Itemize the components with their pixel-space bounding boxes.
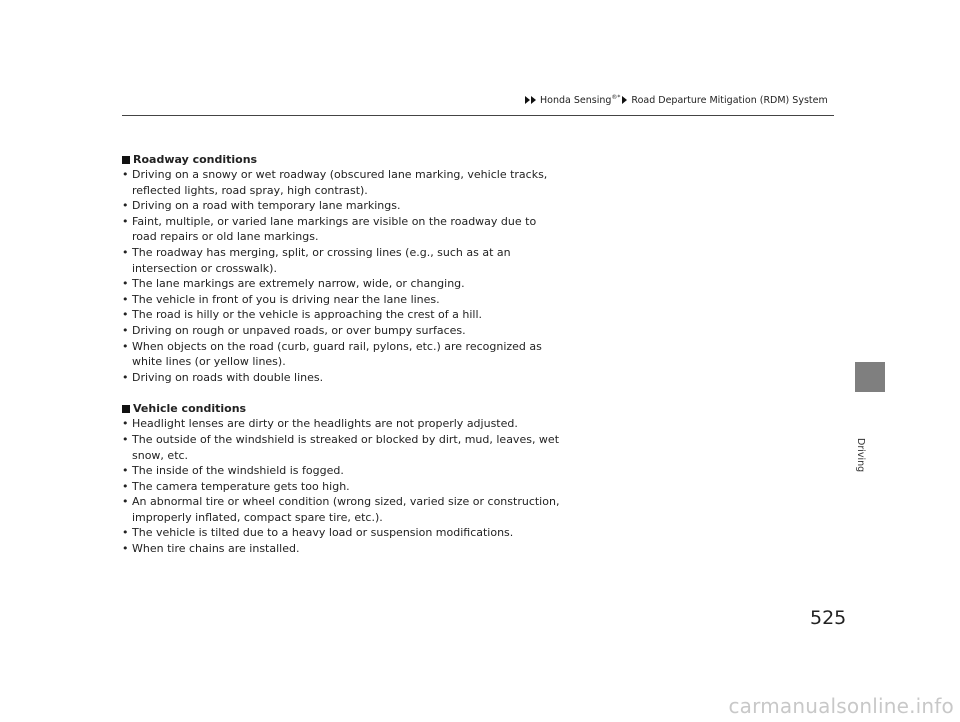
list-item: • The vehicle in front of you is driving near the lane lines. bbox=[122, 292, 440, 306]
condition-list bbox=[122, 416, 562, 556]
page-number: 525 bbox=[810, 607, 847, 629]
bullet-icon: • bbox=[122, 214, 129, 228]
breadcrumb-item-rdm[interactable]: Road Departure Mitigation (RDM) System bbox=[631, 94, 828, 106]
bullet-icon: • bbox=[122, 339, 129, 353]
list-item: • Headlight lenses are dirty or the headlights are not properly adjusted. bbox=[122, 417, 518, 431]
triangle-marker-icon bbox=[525, 96, 530, 104]
list-item: • Driving on a road with temporary lane markings. bbox=[122, 199, 401, 213]
list-item: • Faint, multiple, or varied lane markings are visible on the roadway due to road repairs or old lane markings. bbox=[122, 214, 537, 244]
square-marker-icon bbox=[122, 156, 130, 164]
section-vehicle-conditions bbox=[122, 401, 562, 556]
list-item: • The roadway has merging, split, or crossing lines (e.g., such as at an intersection or crosswalk). bbox=[122, 245, 511, 275]
list-item: • When tire chains are installed. bbox=[122, 542, 300, 556]
section-heading: Roadway conditions bbox=[122, 152, 562, 167]
list-item: • When objects on the road (curb, guard rail, pylons, etc.) are recognized as white lines (or yellow lines). bbox=[122, 339, 542, 369]
triangle-marker-icon bbox=[622, 96, 627, 104]
list-item: • Driving on rough or unpaved roads, or over bumpy surfaces. bbox=[122, 323, 466, 337]
breadcrumb-item-honda-sensing[interactable]: Honda Sensing®* bbox=[540, 94, 621, 107]
bullet-icon: • bbox=[122, 526, 129, 540]
bullet-icon: • bbox=[122, 277, 129, 291]
bullet-icon: • bbox=[122, 199, 129, 213]
list-item: • The lane markings are extremely narrow, wide, or changing. bbox=[122, 277, 465, 291]
list-item: • The road is hilly or the vehicle is approaching the crest of a hill. bbox=[122, 308, 483, 322]
list-item: • Driving on roads with double lines. bbox=[122, 370, 324, 384]
bullet-icon: • bbox=[122, 370, 129, 384]
watermark: carmanualsonline.info bbox=[728, 694, 954, 718]
list-item: • The vehicle is tilted due to a heavy load or suspension modifications. bbox=[122, 526, 514, 540]
bullet-icon: • bbox=[122, 292, 129, 306]
bullet-icon: • bbox=[122, 323, 129, 337]
section-heading: Vehicle conditions bbox=[122, 401, 562, 416]
bullet-icon: • bbox=[122, 432, 129, 446]
list-item: • The camera temperature gets too high. bbox=[122, 479, 350, 493]
bullet-icon: • bbox=[122, 245, 129, 259]
section-roadway-conditions bbox=[122, 152, 562, 385]
chapter-tab bbox=[855, 362, 885, 392]
bullet-icon: • bbox=[122, 464, 129, 478]
list-item: • Driving on a snowy or wet roadway (obscured lane marking, vehicle tracks, reflected lights, road spray, high contrast). bbox=[122, 168, 548, 197]
list-item: • The inside of the windshield is fogged. bbox=[122, 464, 344, 478]
square-marker-icon bbox=[122, 405, 130, 413]
header-rule bbox=[122, 115, 834, 116]
bullet-icon: • bbox=[122, 479, 129, 493]
bullet-icon: • bbox=[122, 495, 129, 509]
breadcrumb bbox=[525, 94, 828, 106]
triangle-marker-icon bbox=[531, 96, 536, 104]
bullet-icon: • bbox=[122, 417, 129, 431]
bullet-icon: • bbox=[122, 168, 129, 181]
bullet-icon: • bbox=[122, 308, 129, 322]
bullet-icon: • bbox=[122, 542, 129, 556]
list-item: • An abnormal tire or wheel condition (wrong sized, varied size or construction, improperly inflated, compact spare tire, etc.). bbox=[122, 495, 560, 524]
main-content bbox=[122, 152, 562, 573]
condition-list bbox=[122, 167, 562, 385]
list-item: • The outside of the windshield is streaked or blocked by dirt, mud, leaves, wet snow, etc. bbox=[122, 432, 560, 462]
chapter-label: Driving bbox=[855, 438, 866, 473]
